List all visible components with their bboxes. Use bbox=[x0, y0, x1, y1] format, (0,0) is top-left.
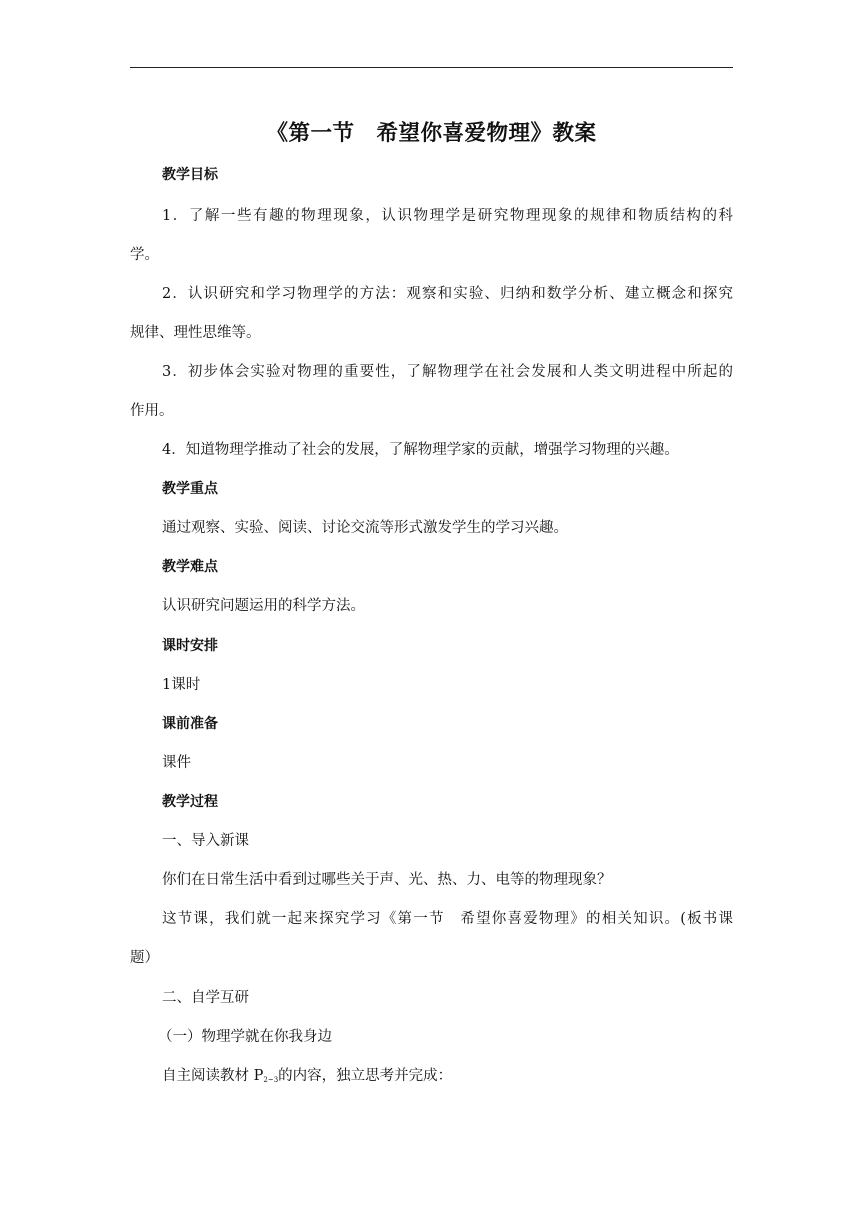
objective-4: 4．知道物理学推动了社会的发展，了解物理学家的贡献，增强学习物理的兴趣。 bbox=[162, 442, 679, 458]
subsection-heading: （一）物理学就在你我身边 bbox=[158, 1029, 332, 1045]
preparation-heading: 课前准备 bbox=[162, 716, 218, 732]
objective-3-line-2: 作用。 bbox=[130, 403, 174, 419]
section-intro-heading: 一、导入新课 bbox=[162, 833, 249, 849]
intro-text-line-2: 题） bbox=[130, 950, 159, 966]
schedule-text: 1课时 bbox=[162, 677, 201, 693]
difficulty-heading: 教学难点 bbox=[162, 559, 218, 575]
process-heading: 教学过程 bbox=[162, 794, 218, 810]
intro-question: 你们在日常生活中看到过哪些关于声、光、热、力、电等的物理现象？ bbox=[162, 872, 612, 888]
objective-2-line-1: 2．认识研究和学习物理学的方法：观察和实验、归纳和数学分析、建立概念和探究 bbox=[162, 286, 733, 302]
header-rule bbox=[130, 67, 733, 68]
schedule-heading: 课时安排 bbox=[162, 638, 218, 654]
page-title: 《第一节 希望你喜爱物理》教案 bbox=[266, 121, 597, 146]
section-self-study-heading: 二、自学互研 bbox=[162, 990, 249, 1006]
objective-3-line-1: 3．初步体会实验对物理的重要性，了解物理学在社会发展和人类文明进程中所起的 bbox=[162, 364, 733, 380]
reading-suffix: 的内容，独立思考并完成： bbox=[278, 1068, 453, 1084]
preparation-text: 课件 bbox=[162, 755, 191, 771]
objective-1-line-2: 学。 bbox=[130, 247, 159, 263]
key-points-text: 通过观察、实验、阅读、讨论交流等形式激发学生的学习兴趣。 bbox=[162, 520, 568, 536]
objective-1-line-1: 1．了解一些有趣的物理现象，认识物理学是研究物理现象的规律和物质结构的科 bbox=[162, 208, 733, 224]
intro-text-line-1: 这节课，我们就一起来探究学习《第一节 希望你喜爱物理》的相关知识。(板书课 bbox=[162, 911, 733, 927]
objective-2-line-2: 规律、理性思维等。 bbox=[130, 325, 261, 341]
reading-instruction bbox=[130, 1066, 733, 1090]
difficulty-text: 认识研究问题运用的科学方法。 bbox=[162, 598, 365, 614]
page-range-subscript: 2~3 bbox=[263, 1076, 279, 1084]
key-points-heading: 教学重点 bbox=[162, 481, 218, 497]
objectives-heading: 教学目标 bbox=[162, 167, 218, 183]
reading-prefix: 自主阅读教材 P bbox=[162, 1068, 264, 1084]
